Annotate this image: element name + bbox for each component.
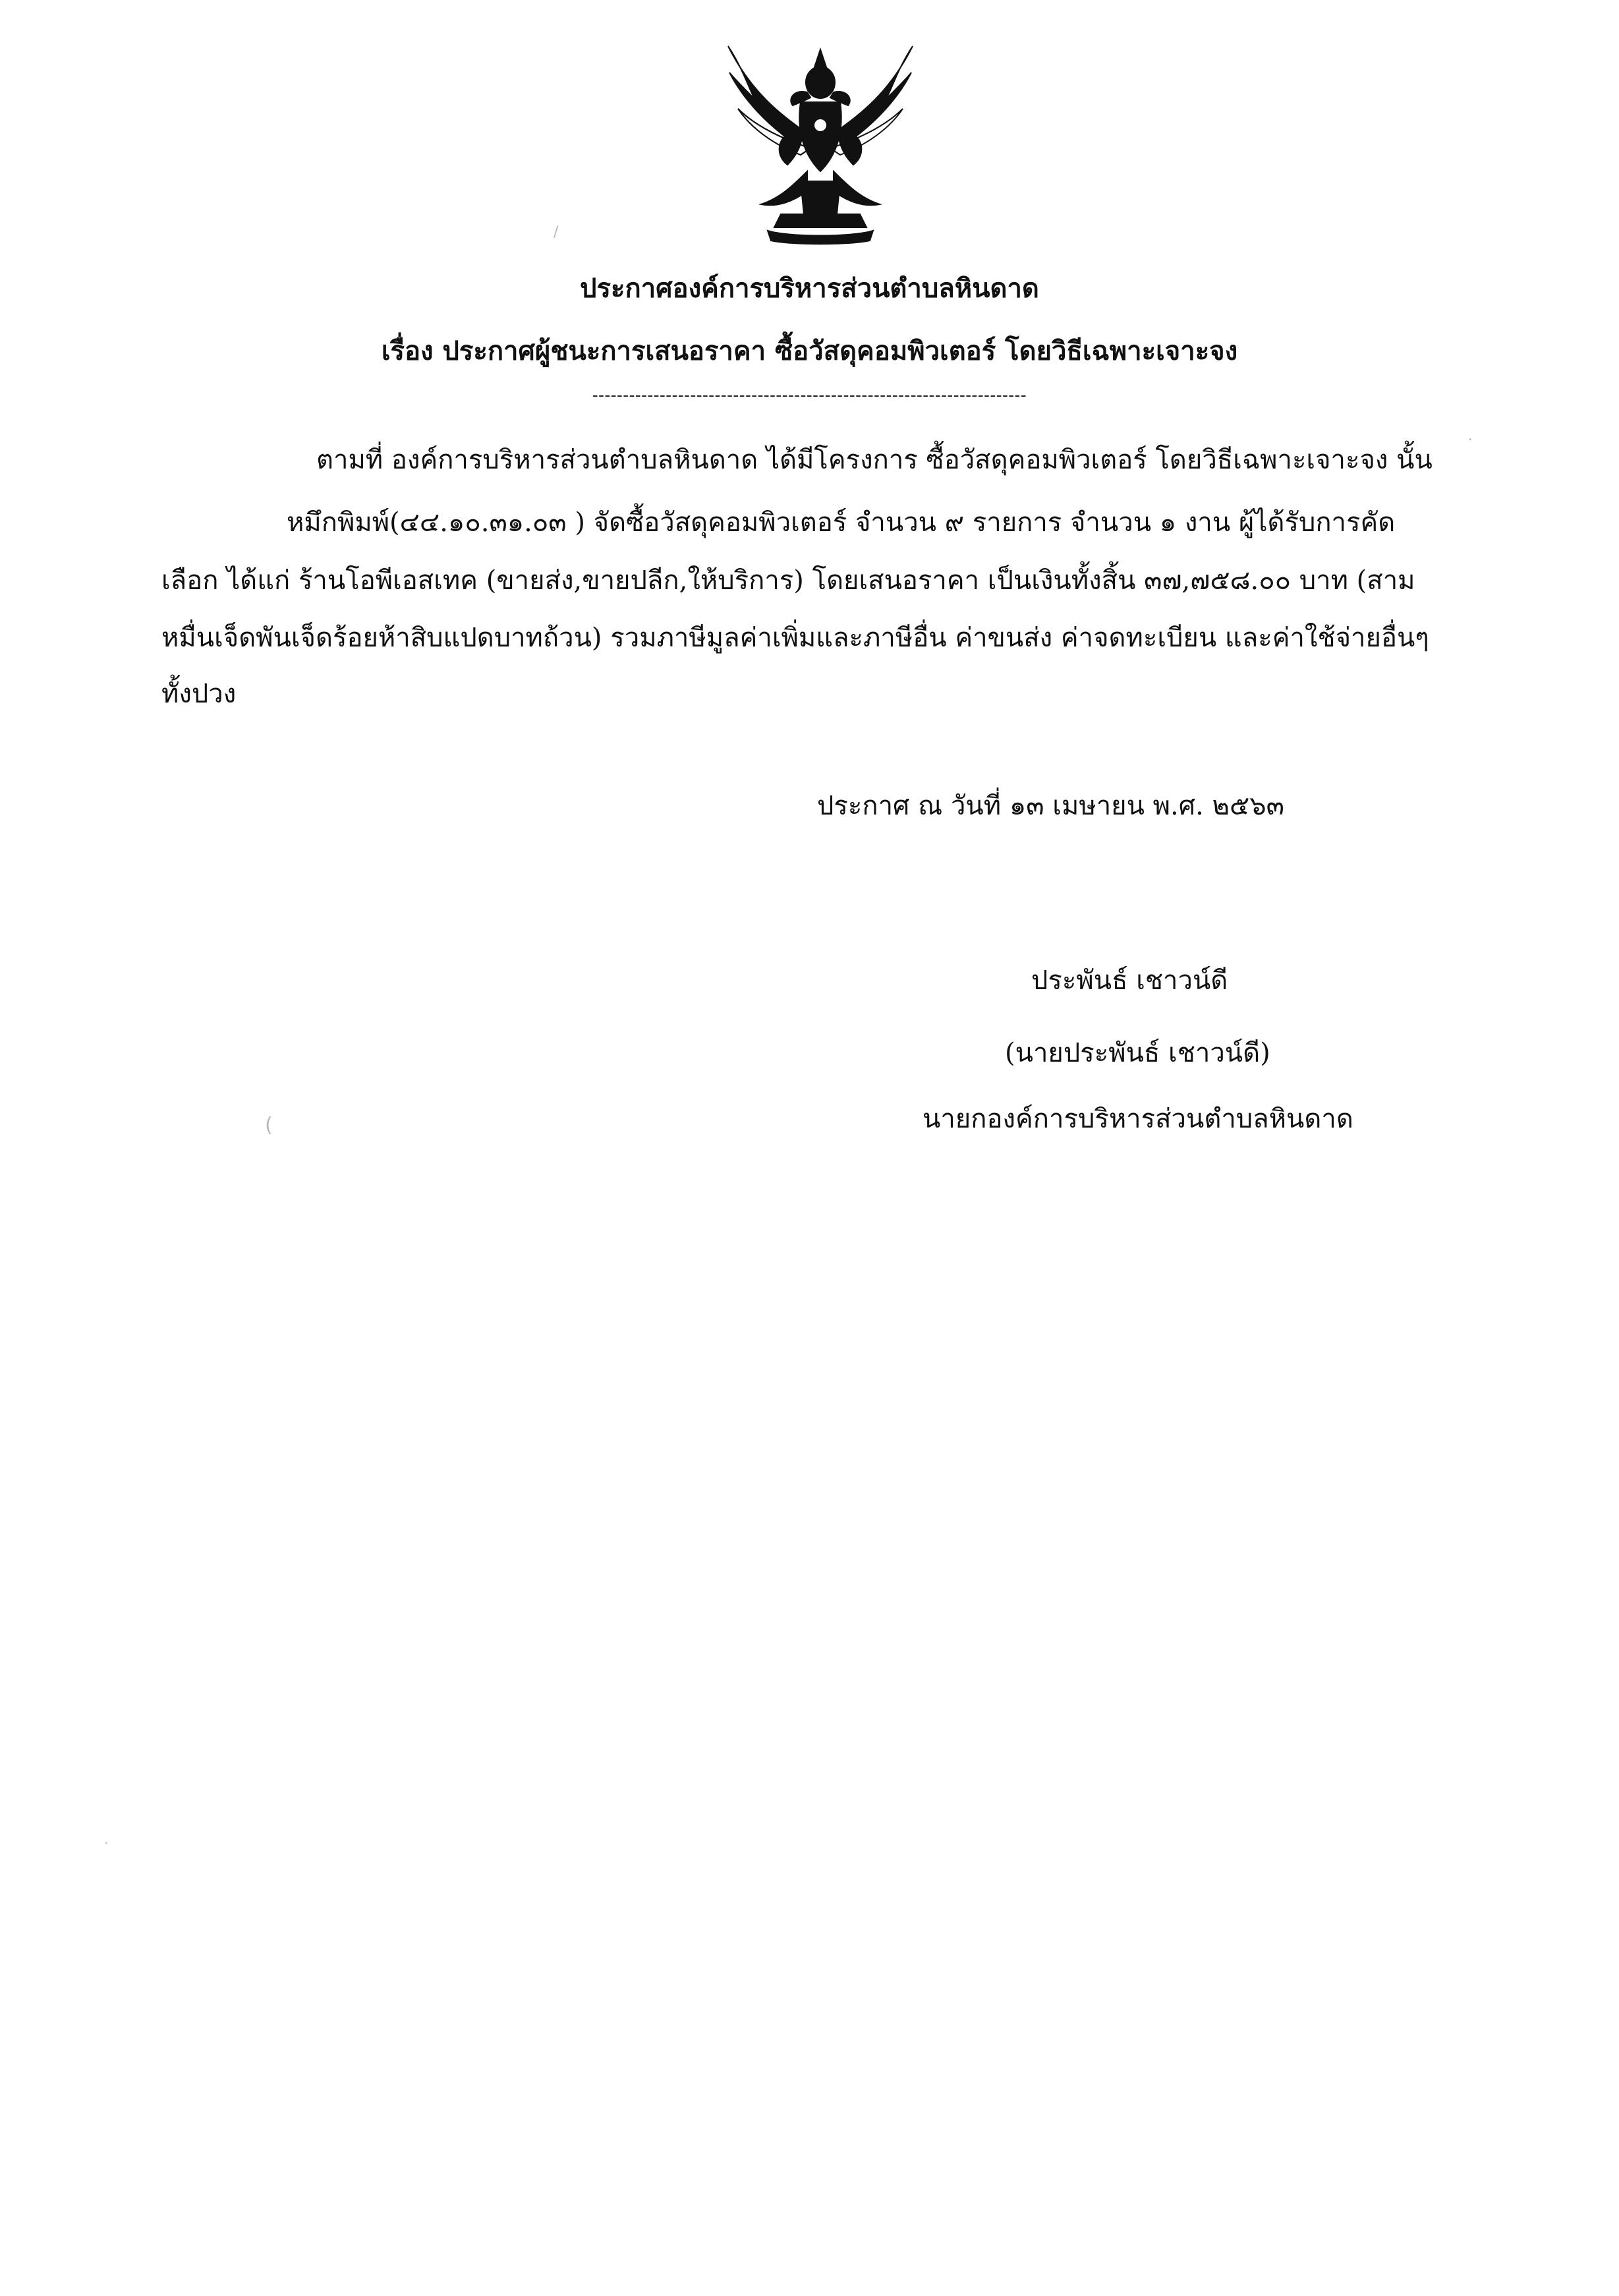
signature-name: ประพันธ์ เชาวน์ดี [1031, 965, 1228, 996]
scan-speck: · [1468, 432, 1473, 447]
body-line-3: เลือก ได้แก่ ร้านโอพีเอสเทค (ขายส่ง,ขายปลีก,ให้บริการ) โดยเสนอราคา เป็นเงินทั้งสิ้น ๓๗,๗๕๘.๐๐ บาท (สาม [161, 565, 1415, 596]
scan-speck: · [104, 1835, 109, 1851]
garuda-emblem-icon [715, 40, 926, 250]
scan-speck: / [554, 224, 559, 241]
body-line-4: หมื่นเจ็ดพันเจ็ดร้อยห้าสิบแปดบาทถ้วน) รวมภาษีมูลค่าเพิ่มและภาษีอื่น ค่าขนส่ง ค่าจดทะเบียน และค่าใช้จ่ายอื่นๆ [161, 623, 1429, 653]
signature-full-name: (นายประพันธ์ เชาวน์ดี) [1005, 1038, 1270, 1068]
body-line-5: ทั้งปวง [161, 679, 237, 709]
document-title: ประกาศองค์การบริหารส่วนตำบลหินดาด [580, 273, 1039, 304]
body-line-2: หมึกพิมพ์(๔๔.๑๐.๓๑.๐๓ ) จัดซื้อวัสดุคอมพิวเตอร์ จำนวน ๙ รายการ จำนวน ๑ งาน ผู้ได้รับการคัด [287, 507, 1396, 538]
signature-position: นายกองค์การบริหารส่วนตำบลหินดาด [923, 1104, 1353, 1134]
title-separator: ----------------------------------------------------------------------- [592, 386, 1027, 405]
body-line-1: ตามที่ องค์การบริหารส่วนตำบลหินดาด ได้มีโครงการ ซื้อวัสดุคอมพิวเตอร์ โดยวิธีเฉพาะเจาะจง นั้น [316, 445, 1433, 475]
document-subject: เรื่อง ประกาศผู้ชนะการเสนอราคา ซื้อวัสดุคอมพิวเตอร์ โดยวิธีเฉพาะเจาะจง [381, 335, 1238, 366]
scan-speck: ( [265, 1114, 273, 1137]
announcement-date: ประกาศ ณ วันที่ ๑๓ เมษายน พ.ศ. ๒๕๖๓ [817, 791, 1284, 821]
